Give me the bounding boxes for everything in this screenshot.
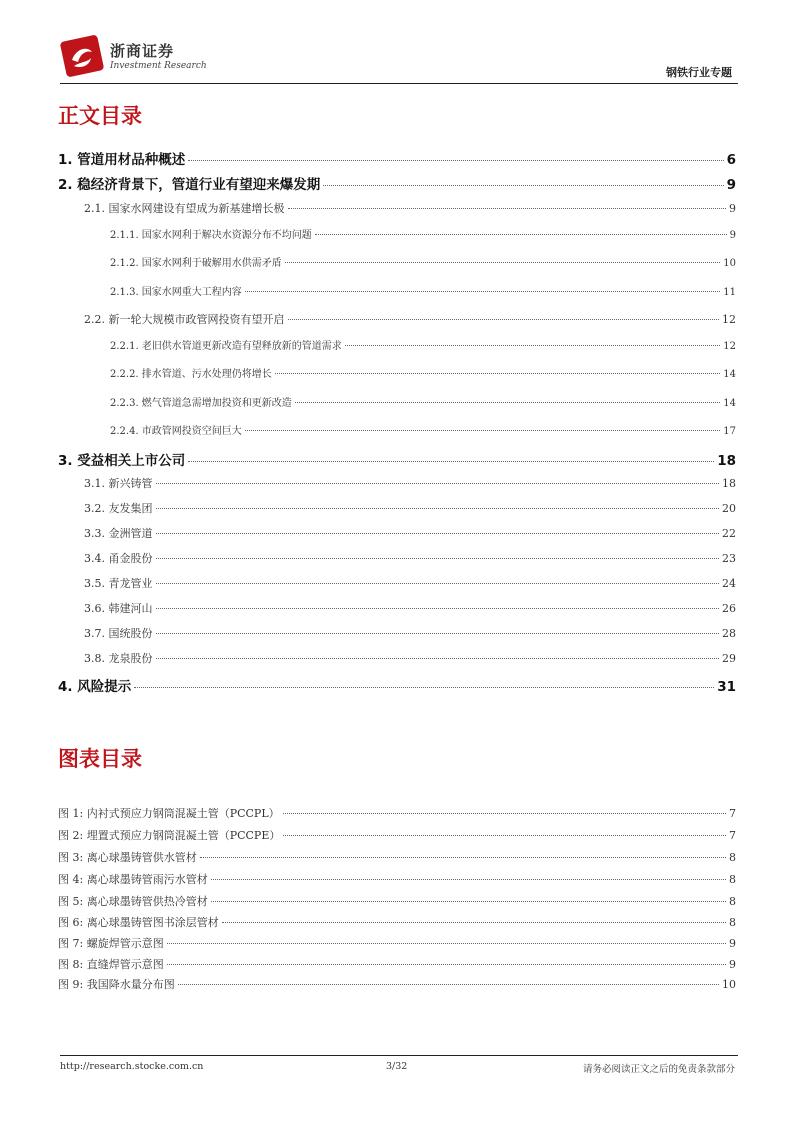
toc-entry-label: 2.2.1. 老旧供水管道更新改造有望释放新的管道需求 [110, 341, 342, 352]
toc-entry[interactable] [84, 525, 736, 541]
toc-entry-page: 14 [723, 369, 736, 380]
figure-entry[interactable] [58, 893, 736, 909]
toc-entry-page: 10 [723, 258, 736, 269]
toc-entry-label: 2.2. 新一轮大规模市政管网投资有望开启 [84, 313, 285, 326]
figure-entry[interactable] [58, 871, 736, 887]
dot-leader [275, 373, 720, 374]
toc-entry-page: 29 [722, 652, 736, 665]
toc-entry-page: 31 [717, 679, 736, 695]
dot-leader [345, 345, 720, 346]
page-header [60, 34, 738, 82]
dot-leader [156, 633, 720, 634]
toc-entry-page: 18 [722, 477, 736, 490]
figure-entry-label: 图 2: 埋置式预应力钢筒混凝土管（PCCPE） [58, 829, 281, 842]
footer-url[interactable]: http://research.stocke.com.cn [60, 1061, 204, 1072]
toc-entry-label: 3.6. 韩建河山 [84, 602, 153, 615]
toc-entry-page: 12 [722, 313, 736, 326]
toc-entry-page: 12 [723, 341, 736, 352]
toc-entry[interactable] [58, 449, 736, 469]
toc-entry-page: 26 [722, 602, 736, 615]
toc-entry-page: 11 [723, 287, 736, 298]
figure-entry-page: 7 [729, 829, 736, 842]
dot-leader [315, 234, 727, 235]
toc-entry[interactable] [84, 575, 736, 591]
figure-entry-label: 图 5: 离心球墨铸管供热冷管材 [58, 895, 208, 908]
dot-leader [156, 508, 720, 509]
header-divider [60, 83, 738, 84]
toc-entry[interactable] [84, 311, 736, 327]
dot-leader [200, 857, 726, 858]
footer-disclaimer: 请务必阅读正文之后的免责条款部分 [582, 1064, 735, 1075]
dot-leader [156, 533, 720, 534]
figure-entry-label: 图 9: 我国降水量分布图 [58, 978, 175, 991]
toc-entry[interactable] [110, 422, 736, 437]
toc-entry-label: 3. 受益相关上市公司 [58, 453, 186, 469]
figure-entry-page: 8 [729, 895, 736, 908]
toc-entry-label: 3.8. 龙泉股份 [84, 652, 153, 665]
figures-title: 图表目录 [58, 747, 142, 771]
dot-leader [156, 608, 720, 609]
toc-entry[interactable] [58, 675, 736, 695]
figure-entry-label: 图 1: 内衬式预应力钢筒混凝土管（PCCPL） [58, 807, 280, 820]
figure-entry[interactable] [58, 956, 736, 972]
figure-entry-page: 8 [729, 916, 736, 929]
toc-entry[interactable] [58, 148, 736, 168]
toc-entry-label: 4. 风险提示 [58, 679, 132, 695]
toc-entry[interactable] [84, 475, 736, 491]
toc-entry-page: 9 [729, 202, 736, 215]
toc-entry[interactable] [110, 365, 736, 380]
toc-entry-page: 23 [722, 552, 736, 565]
toc-entry-label: 2.2.2. 排水管道、污水处理仍将增长 [110, 369, 272, 380]
toc-entry-label: 3.1. 新兴铸管 [84, 477, 153, 490]
toc-entry-page: 9 [729, 230, 736, 241]
figure-entry[interactable] [58, 935, 736, 951]
figure-entry-label: 图 7: 螺旋焊管示意图 [58, 937, 164, 950]
dot-leader [283, 813, 726, 814]
dot-leader [222, 922, 726, 923]
toc-entry-label: 1. 管道用材品种概述 [58, 152, 186, 168]
toc-entry[interactable] [84, 550, 736, 566]
dot-leader [156, 583, 720, 584]
figure-entry[interactable] [58, 805, 736, 821]
figure-entry-page: 8 [729, 851, 736, 864]
toc-entry-label: 2.1. 国家水网建设有望成为新基建增长极 [84, 202, 285, 215]
dot-leader [245, 291, 720, 292]
figure-entry-label: 图 4: 离心球墨铸管雨污水管材 [58, 873, 208, 886]
dot-leader [167, 943, 726, 944]
toc-entry-page: 6 [726, 152, 736, 168]
brand-name: 浙商证券 [110, 42, 175, 60]
figure-entry[interactable] [58, 914, 736, 930]
toc-entry[interactable] [58, 173, 736, 193]
dot-leader [288, 319, 720, 320]
dot-leader [188, 160, 723, 161]
figure-entry-page: 9 [729, 937, 736, 950]
toc-entry-label: 2.1.2. 国家水网利于破解用水供需矛盾 [110, 258, 282, 269]
toc-entry[interactable] [110, 283, 736, 298]
dot-leader [134, 687, 714, 688]
toc-entry[interactable] [110, 394, 736, 409]
toc-entry-page: 20 [722, 502, 736, 515]
figure-entry-page: 7 [729, 807, 736, 820]
toc-entry-label: 2. 稳经济背景下，管道行业有望迎来爆发期 [58, 177, 321, 193]
dot-leader [288, 208, 727, 209]
dot-leader [285, 262, 720, 263]
toc-entry-label: 3.7. 国统股份 [84, 627, 153, 640]
figure-entry[interactable] [58, 976, 736, 992]
toc-entry[interactable] [84, 650, 736, 666]
figure-entry-label: 图 3: 离心球墨铸管供水管材 [58, 851, 197, 864]
toc-entry-label: 3.3. 金洲管道 [84, 527, 153, 540]
toc-entry-page: 28 [722, 627, 736, 640]
footer-divider [60, 1055, 738, 1056]
dot-leader [178, 984, 719, 985]
toc-entry[interactable] [84, 600, 736, 616]
dot-leader [156, 483, 720, 484]
figure-entry-label: 图 8: 直缝焊管示意图 [58, 958, 164, 971]
toc-entry-page: 9 [726, 177, 736, 193]
figure-entry-page: 10 [722, 978, 736, 991]
dot-leader [188, 461, 714, 462]
figure-entry-page: 9 [729, 958, 736, 971]
toc-entry[interactable] [84, 200, 736, 216]
figure-entry-label: 图 6: 离心球墨铸管图书涂层管材 [58, 916, 219, 929]
report-type: 钢铁行业专题 [666, 66, 732, 79]
toc-entry-label: 3.2. 友发集团 [84, 502, 153, 515]
toc-entry[interactable] [84, 500, 736, 516]
dot-leader [167, 964, 726, 965]
toc-entry-label: 2.2.4. 市政管网投资空间巨大 [110, 426, 242, 437]
brand-logo-icon [60, 34, 104, 78]
brand-tagline: Investment Research [110, 61, 207, 71]
dot-leader [211, 879, 726, 880]
dot-leader [156, 658, 720, 659]
toc-entry[interactable] [110, 226, 736, 241]
figure-entry-page: 8 [729, 873, 736, 886]
toc-entry[interactable] [110, 337, 736, 352]
toc-title: 正文目录 [58, 104, 142, 128]
figure-entry[interactable] [58, 827, 736, 843]
dot-leader [211, 901, 726, 902]
page-number: 3/32 [386, 1061, 408, 1072]
toc-entry-page: 24 [722, 577, 736, 590]
toc-entry-label: 3.4. 甬金股份 [84, 552, 153, 565]
toc-entry-label: 2.1.1. 国家水网利于解决水资源分布不均问题 [110, 230, 312, 241]
toc-entry-page: 17 [723, 426, 736, 437]
toc-entry-page: 14 [723, 398, 736, 409]
dot-leader [323, 185, 723, 186]
dot-leader [156, 558, 720, 559]
dot-leader [283, 835, 726, 836]
toc-entry-page: 22 [722, 527, 736, 540]
toc-entry[interactable] [84, 625, 736, 641]
toc-entry-label: 3.5. 青龙管业 [84, 577, 153, 590]
figure-entry[interactable] [58, 849, 736, 865]
dot-leader [245, 430, 720, 431]
toc-entry-label: 2.2.3. 燃气管道急需增加投资和更新改造 [110, 398, 292, 409]
toc-entry[interactable] [110, 254, 736, 269]
dot-leader [295, 402, 720, 403]
toc-entry-label: 2.1.3. 国家水网重大工程内容 [110, 287, 242, 298]
toc-entry-page: 18 [717, 453, 736, 469]
